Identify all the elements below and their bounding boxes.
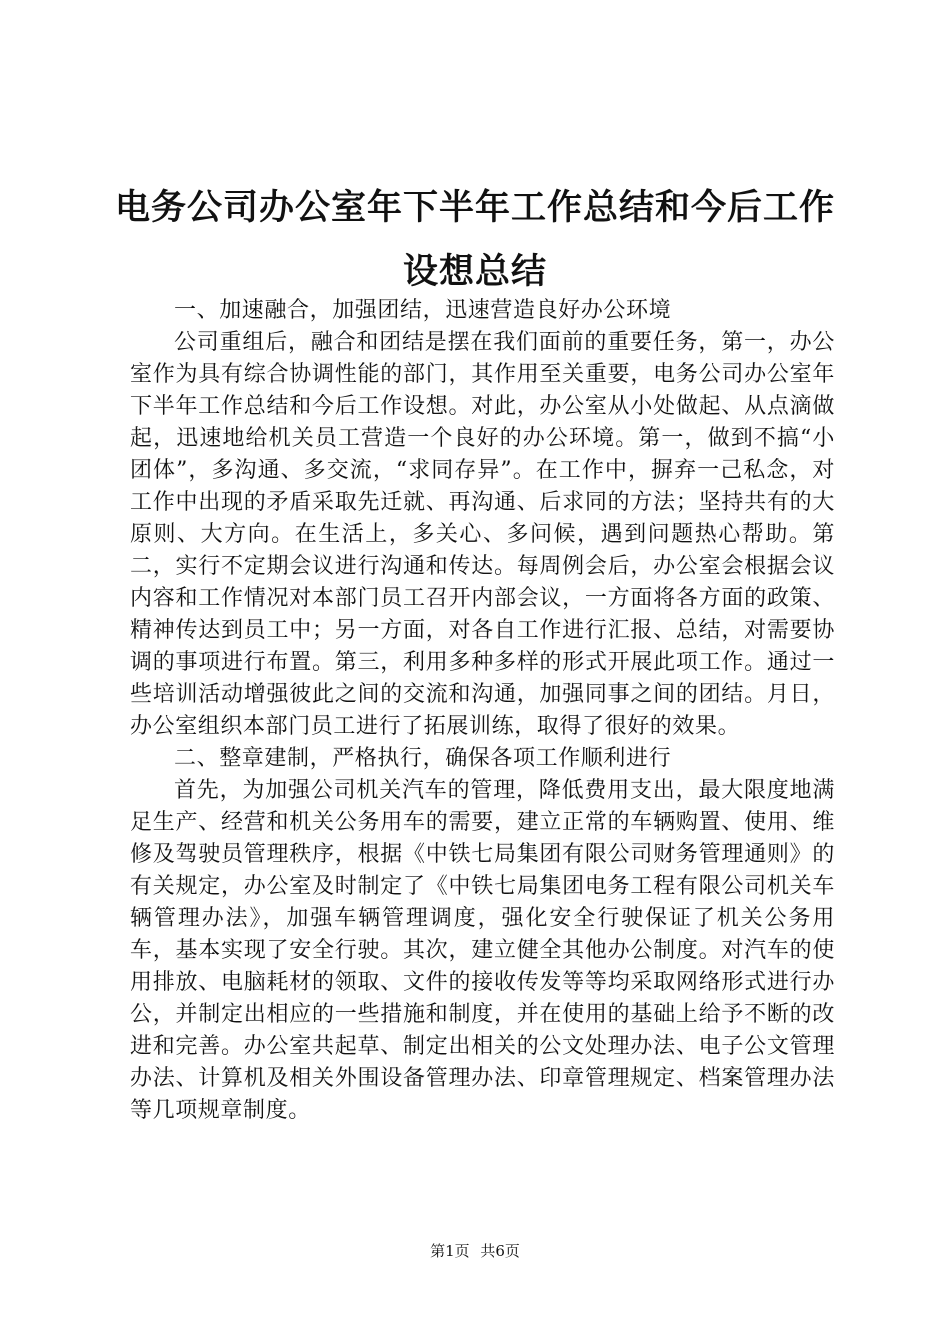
document-title [110, 176, 840, 304]
page-total: 共6页 [480, 1242, 520, 1260]
section-2-heading: 二、整章建制，严格执行，确保各项工作顺利进行 [174, 746, 672, 771]
section-1-heading: 一、加速融合，加强团结，迅速营造良好办公环境 [174, 298, 672, 323]
section-1-paragraph: 公司重组后，融合和团结是摆在我们面前的重要任务，第一，办公室作为具有综合协调性能的部门，其作用至关重要，电务公司办公室年下半年工作总结和今后工作设想。对此，办公室从小处做起、从点滴做起，迅速地给机关员工营造一个良好的办公环境。第一，做到不搞“小团体”，多沟通、多交流，“求同存异”。在工作中，摒弃一己私念，对工作中出现的矛盾采取先迁就、再沟通、后求同的方法；坚持共有的大原则、大方向。在生活上，多关心、多问候，遇到问题热心帮助。第二，实行不定期会议进行沟通和传达。每周例会后，办公室会根据会议内容和工作情况对本部门员工召开内部会议，一方面将各方面的政策、精神传达到员工中；另一方面，对各自工作进行汇报、总结，对需要协调的事项进行布置。第三，利用多种多样的形式开展此项工作。通过一些培训活动增强彼此之间的交流和沟通，加强同事之间的团结。月日，办公室组织本部门员工进行了拓展训练，取得了很好的效果。 [130, 330, 835, 739]
section-2-paragraph: 首先，为加强公司机关汽车的管理，降低费用支出，最大限度地满足生产、经营和机关公务用车的需要，建立正常的车辆购置、使用、维修及驾驶员管理秩序，根据《中铁七局集团有限公司财务管理通则》的有关规定，办公室及时制定了《中铁七局集团电务工程有限公司机关车辆管理办法》，加强车辆管理调度，强化安全行驶保证了机关公务用车，基本实现了安全行驶。其次，建立健全其他办公制度。对汽车的使用排放、电脑耗材的领取、文件的接收传发等等均采取网络形式进行办公，并制定出相应的一些措施和制度，并在使用的基础上给予不断的改进和完善。办公室共起草、制定出相关的公文处理办法、电子公文管理办法、计算机及相关外围设备管理办法、印章管理规定、档案管理办法等几项规章制度。 [130, 778, 835, 1123]
title-line-1: 电务公司办公室年下半年工作总结和今后工作 [114, 188, 835, 228]
title-line-2: 设想总结 [402, 252, 547, 292]
page-footer [0, 1241, 950, 1261]
document-body [130, 295, 835, 1127]
page-number: 第1页 [430, 1242, 470, 1260]
